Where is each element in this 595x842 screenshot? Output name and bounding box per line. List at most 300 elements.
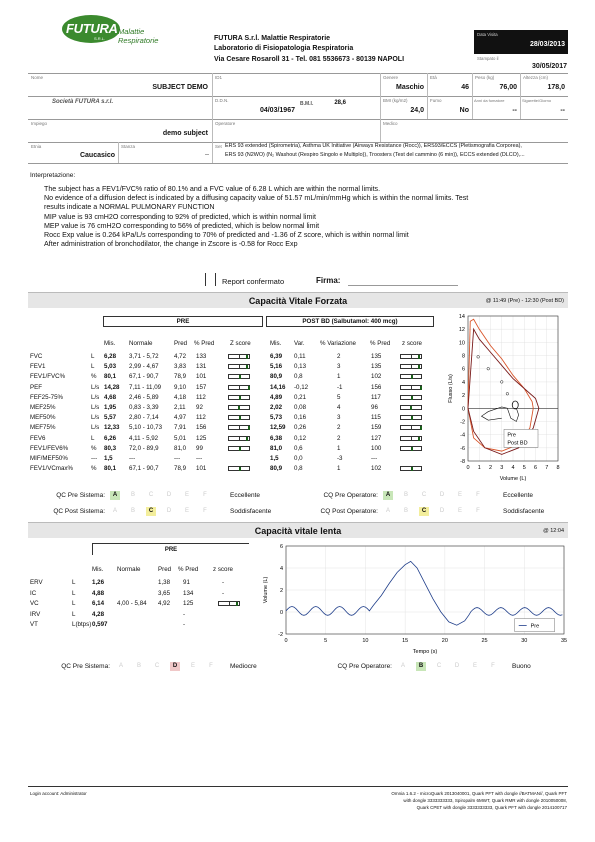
y-tick-label: 14: [458, 314, 465, 320]
variation: 0,6: [294, 444, 303, 452]
zscore-bar: [400, 405, 422, 410]
percent-pred: 157: [196, 383, 207, 391]
cig-label: Sigarette/Giorno: [522, 98, 552, 103]
y-tick-label: 8: [461, 353, 465, 360]
divider: [28, 163, 568, 164]
percent-variation: 4: [337, 404, 341, 411]
post-measured: 6,38: [270, 434, 283, 442]
x-tick-label: 10: [362, 638, 369, 644]
post-percent-pred: 117: [371, 393, 381, 401]
legend-entry: Pre: [507, 432, 516, 439]
flow-volume-chart: [444, 308, 570, 490]
percent-pred: 112: [196, 393, 206, 401]
zscore-marker: [248, 386, 250, 390]
svc-cq-pre-operator-grade-a: A: [400, 663, 405, 669]
x-axis-label: Tempo (s): [412, 649, 438, 655]
cq-pre-operator-grade-a: A: [383, 491, 393, 500]
footer-version-1: Omnia 1.6.2 - microQuark 2013040001, Quark PFT with dongle //BATMAN//, Quark PFT: [391, 791, 567, 796]
svc-cq-pre-operator-grade-f: F: [491, 663, 495, 669]
zscore-center: [239, 437, 240, 441]
param-name: PEF: [30, 383, 43, 391]
post-measured: 5,16: [270, 363, 283, 371]
set-line1: ERS 93 extended (Spirometria), Asthma UK Initiative (Airways Resistance (Rocc)), ERS93/ECCS (Pletismografia Corporea),: [225, 143, 522, 149]
svc-qc-pre-system-grade-b: B: [136, 663, 141, 669]
bmi: 28,6: [334, 100, 346, 106]
qc-post-system-grade-b: B: [130, 508, 135, 514]
predicted: 4,18: [174, 393, 187, 401]
col-post-ppred: % Pred: [370, 340, 391, 347]
normal-range: 72,0 - 89,9: [129, 444, 159, 452]
id-label: ID1: [215, 75, 223, 80]
table-row: [30, 590, 260, 600]
col-post-pvar: % Variazione: [320, 340, 356, 347]
zscore-bar: [228, 395, 250, 400]
percent-variation: 3: [337, 414, 341, 422]
predicted: 7,91: [174, 424, 187, 432]
percent-variation: 1: [337, 444, 341, 452]
percent-pred: 101: [196, 373, 207, 381]
normal-range: 5,10 - 10,73: [129, 424, 163, 432]
zscore-marker: [411, 447, 413, 451]
zscore-bar: [228, 405, 250, 410]
svc-time: @ 12:04: [543, 528, 564, 534]
zscore-bar: [228, 425, 250, 430]
normal-range: 2,46 - 5,89: [129, 393, 159, 401]
zscore-marker: [248, 426, 250, 430]
col-pred: Pred: [158, 566, 172, 573]
percent-pred: 92: [196, 404, 203, 411]
x-tick-label: 35: [560, 638, 568, 644]
zscore-bar: [228, 354, 250, 359]
param-name: MIF/MEF50%: [30, 455, 68, 462]
x-tick-label: 7: [545, 465, 549, 471]
y-tick-label: -2: [278, 632, 283, 638]
zscore-marker: [238, 406, 240, 410]
svc-qc-pre-system-grade-d: D: [170, 662, 180, 671]
post-percent-pred: 159: [371, 424, 382, 432]
measured: 1,26: [92, 579, 105, 586]
unit: L/s: [91, 393, 100, 401]
x-tick-label: 0: [284, 638, 288, 644]
visit-date-box: [474, 30, 568, 54]
cq-post-operator-label: CQ Post Operatore:: [320, 508, 378, 515]
years-label: Anni da fumatore: [474, 98, 505, 103]
measured: 6,28: [104, 353, 117, 360]
svc-qc-pre-system-grade-e: E: [190, 663, 195, 669]
y-tick-label: 0: [279, 610, 283, 616]
y-tick-label: -4: [460, 432, 465, 439]
footer-divider: [28, 786, 568, 787]
zscore-bar: [400, 436, 422, 441]
zscore-bar: [228, 446, 250, 451]
qc-pre-system-grade-f: F: [203, 492, 207, 498]
cq-pre-operator-text: Eccellente: [503, 492, 533, 499]
variation: 0,8: [294, 465, 303, 473]
measured: 1,5: [104, 455, 113, 462]
divider: [427, 73, 428, 119]
zscore-center: [411, 365, 412, 369]
measured: 4,68: [104, 393, 117, 401]
zscore-marker: [418, 365, 420, 369]
svc-column-headers: [30, 566, 260, 576]
divider: [28, 119, 568, 120]
interp-line: After administration of bronchodilator, the change in Zscore is -0.58 for Rocc Exp: [44, 240, 298, 249]
svc-cq-pre-operator-grade-d: D: [454, 663, 460, 669]
normal-range: 67,1 - 90,7: [129, 465, 159, 473]
y-tick-label: 0: [461, 406, 465, 413]
predicted: 1,38: [158, 579, 171, 586]
interp-line: The subject has a FEV1/FVC% ratio of 80.1% and a FVC value of 6.28 L which are within the normal limits.: [44, 185, 381, 193]
svc-qc-pre-system-grade-c: C: [154, 663, 160, 669]
fvc-section-header: [28, 292, 568, 308]
unit: L: [91, 363, 95, 371]
dob-label: D.D.N.: [215, 98, 229, 103]
normal-range: ---: [129, 455, 136, 462]
param-name: IC: [30, 589, 37, 597]
percent-pred: 112: [196, 414, 206, 422]
zscore-bar: [400, 466, 422, 471]
param-name: ERV: [30, 579, 43, 586]
param-name: IRV: [30, 610, 41, 618]
svc-cq-pre-operator-grade-c: C: [436, 663, 442, 669]
x-tick-label: 0: [466, 465, 470, 471]
footer-version-3: Quark CPET with dongle 3333333333, Quark PFT with dongle 2014100717: [416, 805, 567, 810]
normal-range: 4,11 - 5,92: [129, 434, 159, 442]
y-axis-label: Flusso (L/s): [448, 374, 454, 403]
predicted: ---: [174, 455, 181, 462]
unit: L/s: [91, 414, 100, 422]
percent-variation: 1: [337, 373, 341, 381]
normal-range: 7,11 - 11,09: [129, 383, 162, 391]
volume-time-chart: [258, 540, 570, 658]
fvc-column-headers: [30, 340, 440, 350]
percent-variation: -1: [337, 383, 343, 391]
col-normale: Normale: [117, 566, 141, 573]
unit: L(btps): [72, 621, 92, 628]
zscore-marker: [420, 426, 422, 430]
measured: 6,14: [92, 600, 105, 607]
zscore-marker: [239, 396, 241, 400]
table-row: [30, 455, 440, 465]
zscore: -: [222, 579, 225, 586]
zscore-marker: [410, 406, 412, 410]
variation: -0,12: [294, 383, 309, 391]
unit: %: [91, 444, 97, 452]
x-tick-label: 30: [521, 638, 528, 644]
ethnic-label: Etnia: [31, 144, 42, 149]
col-post-var: Var.: [294, 340, 305, 347]
svc-cq-pre-operator-text: Buono: [512, 663, 531, 670]
cq-pre-operator-grade-c: C: [421, 492, 427, 498]
col-pred: Pred: [174, 340, 188, 347]
clinic-name: FUTURA S.r.l. Malattie Respiratorie: [214, 35, 331, 42]
zscore-bar: [228, 364, 250, 369]
zscore-center: [239, 426, 240, 430]
post-percent-pred: 115: [371, 414, 381, 422]
zscore-center: [239, 355, 240, 359]
param-name: MEF25%: [30, 404, 56, 411]
y-tick-label: 4: [461, 379, 465, 386]
cq-post-operator-grade-c: C: [419, 507, 429, 516]
y-tick-label: 2: [279, 588, 283, 594]
percent-variation: 1: [337, 465, 341, 473]
zscore-center: [229, 602, 230, 606]
unit: L/s: [91, 404, 100, 411]
zscore-marker: [420, 386, 422, 390]
years: --: [512, 107, 517, 114]
table-row: [30, 621, 260, 631]
x-tick-label: 3: [500, 465, 504, 471]
zscore-center: [411, 426, 412, 430]
col-post-zscore: z score: [402, 340, 422, 347]
zscore-bar: [400, 374, 422, 379]
percent-pred: 133: [196, 353, 207, 360]
zscore-marker: [239, 447, 241, 451]
zscore-marker: [411, 375, 413, 379]
measured: 5,03: [104, 363, 117, 371]
predicted: 4,72: [174, 353, 187, 360]
qc-pre-system-grade-c: C: [148, 492, 154, 498]
table-row: [30, 611, 260, 621]
pre-header: PRE: [103, 316, 263, 327]
variation: 0,12: [294, 434, 307, 442]
interp-line: Rocc Exp value is 0.264 kPa/L/s corresponding to 70% of predicted and -1.36 of Z score, which is within normal limit: [44, 231, 409, 240]
percent-variation: 2: [337, 424, 341, 432]
predicted: 9,10: [174, 383, 187, 391]
cq-post-operator-grade-e: E: [457, 508, 462, 514]
signature-line: [348, 285, 458, 286]
post-percent-pred: 102: [371, 373, 382, 381]
post-percent-pred: 100: [371, 444, 382, 452]
zscore-marker: [246, 365, 248, 369]
mef-marker: [487, 367, 490, 370]
post-percent-pred: 135: [371, 363, 382, 371]
zscore-bar: [228, 415, 250, 420]
logo-srl: S.R.L.: [94, 36, 106, 41]
predicted: 78,9: [174, 373, 187, 381]
post-percent-pred: 96: [371, 404, 378, 411]
predicted: 3,65: [158, 589, 171, 597]
zscore-bar: [400, 425, 422, 430]
measured: 0,597: [92, 621, 108, 628]
cq-post-operator-grade-d: D: [439, 508, 445, 514]
y-tick-label: 6: [461, 366, 465, 373]
legend-entry: Pre: [530, 623, 540, 630]
percent-pred: 125: [183, 600, 194, 607]
zscore-center: [239, 386, 240, 390]
cq-post-operator-grade-b: B: [403, 508, 408, 514]
qc-post-system-grade-f: F: [203, 508, 207, 514]
fvc-time: @ 11:49 (Pre) - 12:30 (Post BD): [485, 298, 564, 304]
mef-marker: [500, 381, 503, 384]
stanza-label: Stanza: [121, 144, 136, 149]
variation: 0,13: [294, 363, 307, 371]
variation: 0,21: [294, 393, 307, 401]
ethnic: Caucasico: [79, 152, 115, 159]
measured: 4,28: [92, 610, 105, 618]
qc-pre-system-grade-b: B: [130, 492, 135, 498]
job-label: Impiego: [31, 121, 48, 126]
percent-pred: -: [183, 610, 186, 618]
divider: [472, 73, 473, 119]
unit: %: [91, 373, 97, 381]
divider: [212, 73, 213, 163]
patient-name: SUBJECT DEMO: [152, 84, 208, 91]
zscore-marker: [239, 467, 241, 471]
variation: 0,11: [294, 353, 306, 360]
height-label: Altezza (cm): [523, 75, 549, 80]
job: demo subject: [162, 130, 208, 137]
percent-pred: -: [183, 621, 186, 628]
unit: L: [72, 610, 76, 618]
col-mis: Mis.: [104, 340, 116, 347]
zscore-bar: [228, 385, 250, 390]
zscore-center: [411, 386, 412, 390]
post-measured: 5,73: [270, 414, 283, 422]
cq-post-operator-text: Soddisfacente: [503, 508, 545, 515]
qc-post-system-text: Soddisfacente: [230, 508, 272, 515]
col-zscore: z score: [213, 566, 233, 573]
unit: ---: [91, 455, 98, 462]
percent-pred: 91: [183, 579, 190, 586]
post-measured: 81,0: [270, 444, 283, 452]
unit: L/s: [91, 383, 100, 391]
normal-range: 2,80 - 7,14: [129, 414, 159, 422]
col-ppred: % Pred: [194, 340, 215, 347]
doctor-label: Medico: [383, 121, 398, 126]
x-tick-label: 8: [556, 465, 560, 471]
visit-date-label: Data Visita: [477, 32, 498, 37]
svc-qc-pre-system-grade-f: F: [209, 663, 213, 669]
cq-pre-operator-grade-e: E: [457, 492, 462, 498]
zscore-bar: [400, 395, 422, 400]
percent-pred: 125: [196, 434, 207, 442]
qc-post-system-grade-e: E: [184, 508, 189, 514]
set-label: Set: [215, 144, 222, 149]
param-name: FEV1/VCmax%: [30, 465, 73, 473]
unit: L: [91, 353, 95, 360]
x-tick-label: 15: [402, 638, 409, 644]
variation: 0,26: [294, 424, 307, 432]
post-measured: 6,39: [270, 353, 283, 360]
predicted: 78,9: [174, 465, 187, 473]
logo-sub2: Respiratorie: [118, 36, 159, 45]
zscore-center: [411, 355, 412, 359]
param-name: FEV1/FVC%: [30, 373, 66, 381]
zscore-bar: [400, 415, 422, 420]
percent-pred: 131: [196, 363, 207, 371]
qc-post-system-grade-d: D: [166, 508, 172, 514]
zscore-marker: [411, 396, 413, 400]
y-tick-label: -2: [460, 419, 465, 426]
post-percent-pred: ---: [371, 455, 378, 462]
zscore-bar: [400, 354, 422, 359]
qc-pre-system-grade-a: A: [110, 491, 120, 500]
qc-post-system-grade-a: A: [112, 508, 117, 514]
x-tick-label: 4: [511, 465, 515, 471]
x-tick-label: 5: [522, 465, 526, 471]
col-post-mis: Mis.: [270, 340, 282, 347]
predicted: 4,92: [158, 600, 171, 607]
col-mis: Mis.: [92, 566, 104, 573]
param-name: MEF50%: [30, 414, 56, 422]
footer-version-2: with dongle 3333333333, Spiropalm 6MWT, Quark RMR with dongle 2010050008,: [403, 798, 567, 803]
post-measured: 14,16: [270, 383, 286, 391]
cq-pre-operator-grade-b: B: [403, 492, 408, 498]
table-row: [30, 579, 260, 589]
zscore-marker: [239, 375, 241, 379]
cq-post-operator-grade-f: F: [476, 508, 480, 514]
percent-pred: 101: [196, 465, 207, 473]
divider: [28, 73, 568, 74]
zscore-bar: [228, 466, 250, 471]
x-tick-label: 20: [441, 638, 448, 644]
post-measured: 80,9: [270, 465, 283, 473]
qc-pre-system-grade-d: D: [166, 492, 172, 498]
zscore-bar: [400, 385, 422, 390]
predicted: 2,11: [174, 404, 186, 411]
divider: [215, 273, 216, 286]
lab-name: Laboratorio di Fisiopatologia Respiratoria: [214, 45, 354, 52]
post-percent-pred: 135: [371, 353, 382, 360]
name-label: Nome: [31, 75, 44, 80]
legend-entry: Post BD: [507, 440, 528, 447]
report-confirmed: Report confermato: [222, 277, 285, 286]
interp-line: MEP value is 76 cmH2O corresponding to 56% of predicted, which is below normal limit: [44, 221, 320, 230]
param-name: VT: [30, 621, 38, 628]
svc-cq-pre-operator-label: CQ Pre Operatore:: [337, 663, 392, 670]
set-line2: ERS 93 (N2WO) (N₂ Washout (Respiro Singolo e Multiplo)), Troosters (Test del cammino (6 min)), ECCS extended (DLCO),...: [225, 152, 525, 158]
svc-qc-pre-system-label: QC Pre Sistema:: [61, 663, 110, 670]
cq-pre-operator-grade-d: D: [439, 492, 445, 498]
divider: [520, 73, 521, 119]
zscore-bar: [400, 364, 422, 369]
post-percent-pred: 156: [371, 383, 382, 391]
print-date-label: Stampato il: [477, 56, 499, 61]
zscore-marker: [246, 437, 248, 441]
percent-pred: 156: [196, 424, 207, 432]
zscore: -: [222, 589, 225, 597]
volume-time-curve: [286, 561, 562, 625]
percent-variation: 2: [337, 434, 341, 442]
mef-marker: [506, 392, 509, 395]
unit: L: [72, 600, 76, 607]
predicted: 4,97: [174, 414, 187, 422]
clinic-address: Via Cesare Rosaroll 31 - Tel. 081 5536673 - 80139 NAPOLI: [214, 56, 405, 63]
interp-line: No evidence of a diffusion defect is indicated by a diffusing capacity value of 51.57 mL/min/mmHg which is within the normal limits. Test: [44, 194, 469, 203]
login-account: Login account: Administrator: [30, 791, 87, 796]
bmi2-label: BMI (kg/m2): [383, 98, 408, 103]
smoke: No: [459, 107, 469, 114]
param-name: VC: [30, 600, 39, 607]
unit: L/s: [91, 424, 100, 432]
param-name: FEV6: [30, 434, 46, 442]
bmi-label: B.M.I.: [300, 101, 314, 107]
measured: 80,3: [104, 444, 117, 452]
cq-post-operator-grade-a: A: [385, 508, 390, 514]
normal-range: 0,83 - 3,39: [129, 404, 159, 411]
post-percent-pred: 127: [371, 434, 382, 442]
y-tick-label: 10: [458, 340, 465, 347]
divider: [118, 142, 119, 163]
zscore-bar: [228, 436, 250, 441]
zscore-marker: [418, 437, 420, 441]
unit: L: [72, 589, 76, 597]
height: 178,0: [547, 84, 565, 91]
y-tick-label: 4: [279, 566, 283, 572]
x-tick-label: 5: [324, 638, 328, 644]
percent-pred: ---: [196, 455, 203, 462]
